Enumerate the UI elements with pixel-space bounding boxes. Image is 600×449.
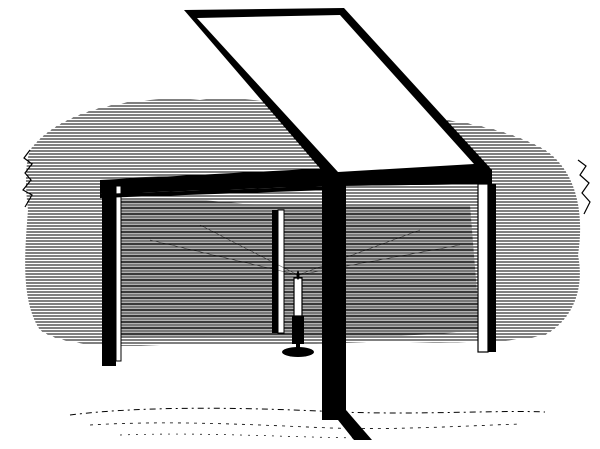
floor-shadow [70,408,545,438]
table-leg-right [478,184,496,352]
table-leg-left [102,186,121,366]
